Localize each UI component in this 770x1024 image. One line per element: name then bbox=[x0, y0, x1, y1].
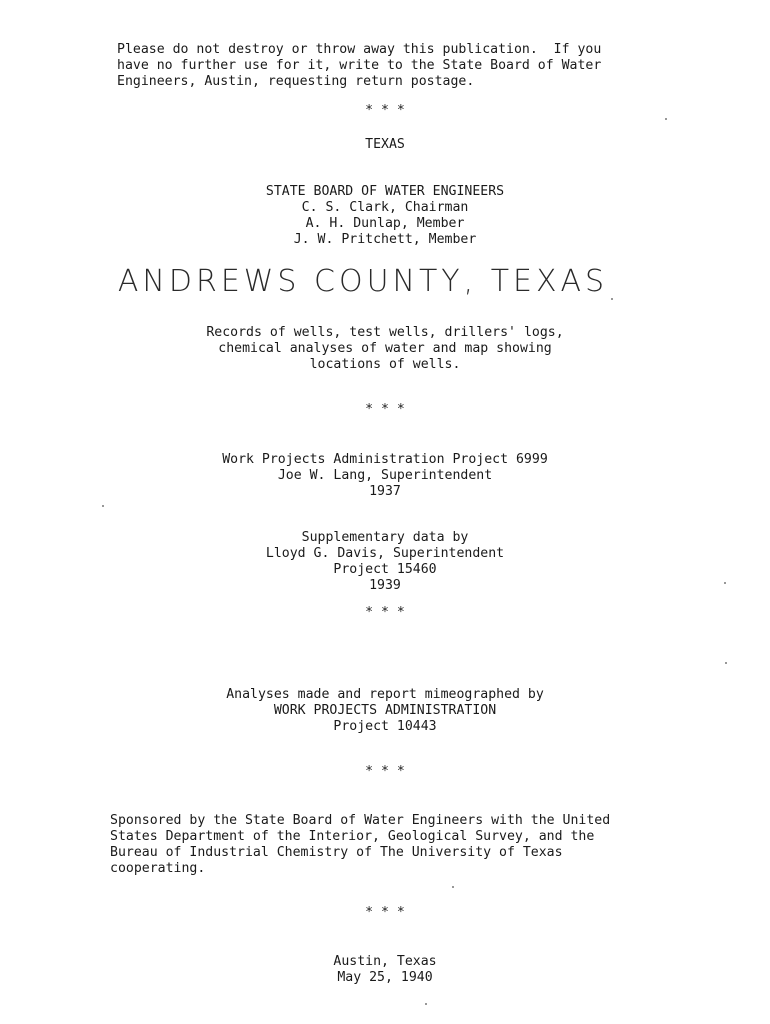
sponsor-paragraph bbox=[110, 813, 650, 877]
supplementary-data bbox=[0, 530, 770, 594]
scan-speck bbox=[102, 505, 104, 507]
imprint-date: May 25, 1940 bbox=[337, 970, 433, 985]
notice-line: have no further use for it, write to the State Board of Water bbox=[117, 58, 602, 73]
sponsor-line: Bureau of Industrial Chemistry of The University of Texas bbox=[110, 845, 563, 860]
wpa-project-line: 1937 bbox=[369, 484, 401, 499]
scan-speck bbox=[724, 582, 726, 584]
supplementary-line: Lloyd G. Davis, Superintendent bbox=[265, 546, 505, 561]
board-member: A. H. Dunlap, Member bbox=[305, 216, 465, 231]
subtitle bbox=[0, 325, 770, 373]
subtitle-line: chemical analyses of water and map showing bbox=[218, 341, 552, 356]
notice-line: Please do not destroy or throw away this publication. If you bbox=[117, 42, 602, 57]
scan-speck bbox=[452, 886, 454, 888]
supplementary-line: 1939 bbox=[369, 578, 401, 593]
separator-stars: * * * bbox=[365, 402, 405, 417]
imprint bbox=[0, 954, 770, 986]
imprint-place: Austin, Texas bbox=[333, 954, 437, 969]
scan-speck bbox=[611, 298, 613, 300]
sponsor-line: cooperating. bbox=[110, 861, 206, 876]
board-member: J. W. Pritchett, Member bbox=[293, 232, 477, 247]
board-section bbox=[0, 184, 770, 248]
analyses-line: Project 10443 bbox=[333, 719, 437, 734]
scan-speck bbox=[725, 662, 727, 664]
analyses-line: Analyses made and report mimeographed by bbox=[226, 687, 544, 702]
wpa-project-line: Joe W. Lang, Superintendent bbox=[277, 468, 493, 483]
sponsor-line: States Department of the Interior, Geological Survey, and the bbox=[110, 829, 595, 844]
scan-speck bbox=[425, 1003, 427, 1005]
separator-stars: * * * bbox=[365, 605, 405, 620]
separator-stars: * * * bbox=[365, 905, 405, 920]
board-member: C. S. Clark, Chairman bbox=[301, 200, 469, 215]
sponsor-line: Sponsored by the State Board of Water Engineers with the United bbox=[110, 813, 611, 828]
supplementary-line: Supplementary data by bbox=[301, 530, 469, 545]
separator-stars: * * * bbox=[365, 103, 405, 118]
subtitle-line: Records of wells, test wells, drillers' logs, bbox=[206, 325, 564, 340]
separator-stars: * * * bbox=[365, 764, 405, 779]
notice-line: Engineers, Austin, requesting return postage. bbox=[117, 74, 475, 89]
main-title: ANDREWS COUNTY, TEXAS bbox=[117, 264, 609, 299]
wpa-project-line: Work Projects Administration Project 6999 bbox=[222, 452, 548, 467]
state-heading: TEXAS bbox=[365, 137, 405, 152]
notice-paragraph bbox=[117, 42, 637, 90]
wpa-project bbox=[0, 452, 770, 500]
scan-speck bbox=[665, 118, 667, 120]
board-title: STATE BOARD OF WATER ENGINEERS bbox=[265, 184, 505, 199]
subtitle-line: locations of wells. bbox=[309, 357, 461, 372]
supplementary-line: Project 15460 bbox=[333, 562, 437, 577]
analyses-line: WORK PROJECTS ADMINISTRATION bbox=[273, 703, 497, 718]
analyses-credit bbox=[0, 687, 770, 735]
